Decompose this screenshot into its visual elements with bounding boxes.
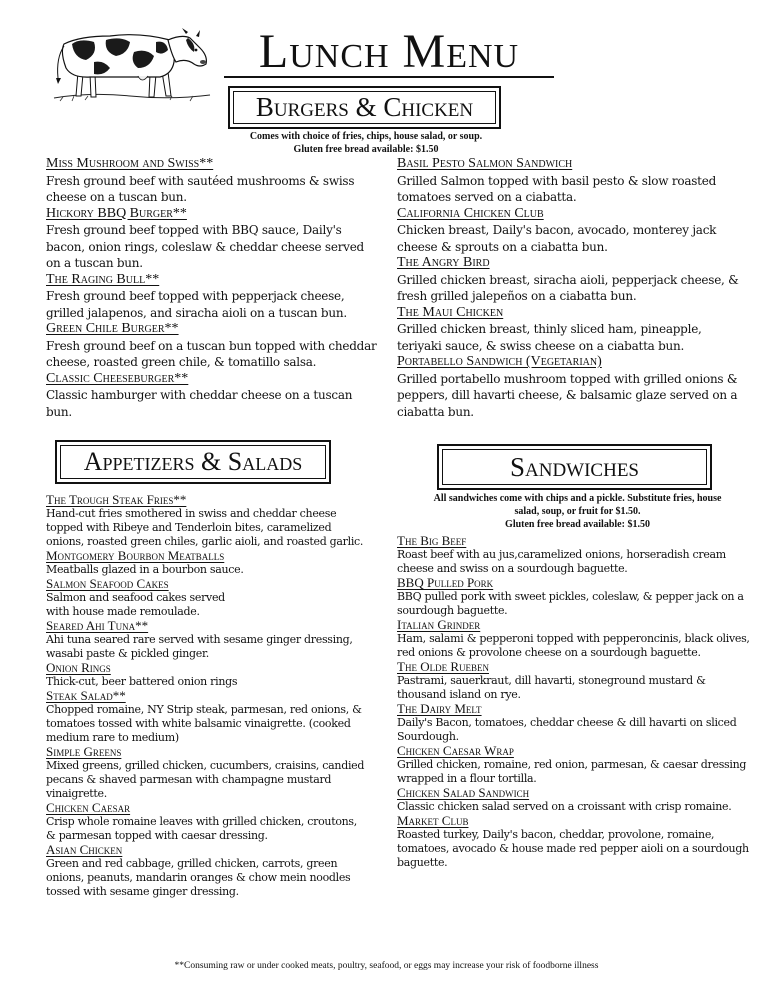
list-item bbox=[46, 549, 368, 577]
menu-item-name: Montgomery Bourbon Meatballs bbox=[46, 548, 225, 563]
menu-item-name: Simple Greens bbox=[46, 744, 122, 759]
list-item bbox=[46, 843, 368, 899]
menu-item-description: Grilled chicken breast, siracha aioli, pepperjack cheese, & fresh grilled jalepeños on a ciabatta bun. bbox=[397, 272, 739, 303]
menu-item-name: The Olde Rueben bbox=[397, 659, 489, 674]
menu-item-description: Chopped romaine, NY Strip steak, parmesan, red onions, & tomatoes tossed with white balsamic vinaigrette. (cooked medium rare to medium) bbox=[46, 703, 362, 744]
list-item bbox=[397, 702, 753, 744]
sandwiches-note-line-3: Gluten free bread available: $1.50 bbox=[505, 519, 650, 530]
appetizers-heading-box bbox=[55, 440, 331, 484]
list-item bbox=[397, 618, 753, 660]
list-item bbox=[46, 206, 378, 272]
sandwiches-heading-box bbox=[437, 444, 712, 490]
burgers-heading: Burgers & Chicken bbox=[233, 91, 496, 124]
list-item bbox=[46, 371, 378, 421]
menu-item-name: The Trough Steak Fries** bbox=[46, 492, 187, 507]
menu-item-description: Grilled portabello mushroom topped with grilled onions & peppers, dill havarti cheese, & balsamic glaze served on a ciabatta bun. bbox=[397, 371, 738, 419]
menu-item-name: Classic Cheeseburger** bbox=[46, 370, 189, 386]
menu-item-name: Onion Rings bbox=[46, 660, 111, 675]
sandwiches-column bbox=[397, 534, 753, 870]
menu-item-name: The Maui Chicken bbox=[397, 304, 504, 320]
cow-illustration-icon bbox=[50, 22, 215, 104]
page-title: Lunch Menu bbox=[258, 25, 520, 78]
list-item bbox=[397, 576, 753, 618]
list-item bbox=[46, 689, 368, 745]
appetizers-column bbox=[46, 493, 368, 899]
list-item bbox=[46, 577, 368, 619]
burgers-note-line-1: Comes with choice of fries, chips, house salad, or soup. bbox=[249, 131, 483, 142]
menu-item-name: Steak Salad** bbox=[46, 688, 126, 703]
appetizers-heading: Appetizers & Salads bbox=[60, 445, 326, 479]
menu-item-name: BBQ Pulled Pork bbox=[397, 575, 494, 590]
menu-item-description: Grilled chicken breast, thinly sliced ham, pineapple, teriyaki sauce, & swiss cheese on a ciabatta bun. bbox=[397, 322, 702, 353]
burgers-note bbox=[200, 130, 532, 156]
menu-item-name: Chicken Caesar Wrap bbox=[397, 743, 514, 758]
menu-item-name: Green Chile Burger** bbox=[46, 321, 179, 336]
sandwiches-note-line-1: All sandwiches come with chips and a pickle. Substitute fries, house bbox=[433, 493, 722, 504]
menu-item-name: Asian Chicken bbox=[46, 842, 123, 857]
menu-item-description: Classic chicken salad served on a croissant with crisp romaine. bbox=[397, 800, 732, 813]
list-item bbox=[46, 156, 378, 206]
menu-item-description: Ahi tuna seared rare served with sesame ginger dressing, wasabi paste & pickled ginger. bbox=[46, 633, 353, 660]
menu-item-description: Grilled chicken, romaine, red onion, parmesan, & caesar dressing wrapped in a flour tortilla. bbox=[397, 758, 747, 785]
menu-item-description: Fresh ground beef with sautéed mushrooms & swiss cheese on a tuscan bun. bbox=[46, 173, 355, 204]
menu-item-description: Grilled Salmon topped with basil pesto & slow roasted tomatoes served on a ciabatta. bbox=[397, 173, 716, 204]
menu-item-description: Daily's Bacon, tomatoes, cheddar cheese & dill havarti on sliced Sourdough. bbox=[397, 716, 737, 743]
list-item bbox=[46, 745, 368, 801]
title-rule bbox=[224, 76, 554, 78]
menu-item-name: Basil Pesto Salmon Sandwich bbox=[397, 156, 573, 171]
menu-item-description: Fresh ground beef on a tuscan bun topped with cheddar cheese, roasted green chile, & tomatillo salsa. bbox=[46, 338, 377, 369]
list-item bbox=[397, 744, 753, 786]
list-item bbox=[46, 661, 368, 689]
menu-item-description: BBQ pulled pork with sweet pickles, coleslaw, & pepper jack on a sourdough baguette. bbox=[397, 590, 744, 617]
menu-item-name: Chicken Caesar bbox=[46, 800, 131, 815]
list-item bbox=[397, 660, 753, 702]
menu-item-description: Roast beef with au jus,caramelized onions, horseradish cream cheese and swiss on a sourdough baguette. bbox=[397, 548, 726, 575]
list-item bbox=[397, 206, 749, 256]
burgers-left-column bbox=[46, 156, 378, 420]
sandwiches-note-line-2: salad, soup, or fruit for $1.50. bbox=[514, 506, 641, 517]
list-item bbox=[397, 814, 753, 870]
list-item bbox=[397, 305, 749, 355]
menu-item-description: Crisp whole romaine leaves with grilled chicken, croutons, & parmesan topped with caesar dressing. bbox=[46, 815, 357, 842]
list-item bbox=[397, 786, 753, 814]
list-item bbox=[46, 493, 368, 549]
menu-item-description: Mixed greens, grilled chicken, cucumbers, craisins, candied pecans & shaved parmesan with champagne mustard vinaigrette. bbox=[46, 759, 365, 800]
menu-item-name: Market Club bbox=[397, 813, 469, 828]
menu-item-description: Fresh ground beef topped with BBQ sauce, Daily's bacon, onion rings, coleslaw & cheddar cheese served on a tuscan bun. bbox=[46, 223, 364, 270]
menu-item-name: Chicken Salad Sandwich bbox=[397, 785, 530, 800]
burgers-note-line-2: Gluten free bread available: $1.50 bbox=[293, 144, 439, 155]
menu-item-name: Salmon Seafood Cakes bbox=[46, 576, 169, 591]
list-item bbox=[46, 801, 368, 843]
menu-item-name: Miss Mushroom and Swiss** bbox=[46, 156, 214, 171]
menu-item-description: Meatballs glazed in a bourbon sauce. bbox=[46, 563, 244, 576]
menu-item-description: Ham, salami & pepperoni topped with pepperoncinis, black olives, red onions & provolone cheese on a sourdough baguette. bbox=[397, 632, 750, 659]
list-item bbox=[397, 156, 749, 206]
list-item bbox=[397, 534, 753, 576]
menu-item-name: California Chicken Club bbox=[397, 205, 544, 221]
foodborne-illness-disclaimer: **Consuming raw or under cooked meats, poultry, seafood, or eggs may increase your risk of foodborne illness bbox=[174, 961, 599, 971]
sandwiches-heading: Sandwiches bbox=[442, 449, 707, 485]
list-item bbox=[397, 354, 749, 420]
menu-item-name: Hickory BBQ Burger** bbox=[46, 205, 187, 221]
menu-item-name: Italian Grinder bbox=[397, 617, 481, 632]
menu-item-name: The Angry Bird bbox=[397, 255, 490, 270]
menu-item-name: Seared Ahi Tuna** bbox=[46, 618, 149, 633]
list-item bbox=[46, 619, 368, 661]
menu-item-description: Hand-cut fries smothered in swiss and cheddar cheese topped with Ribeye and Tenderloin bites, caramelized onions, roasted green chiles, garlic aioli, and roasted garlic. bbox=[46, 507, 364, 548]
menu-item-description: Thick-cut, beer battered onion rings bbox=[46, 675, 238, 688]
menu-item-name: The Dairy Melt bbox=[397, 701, 482, 716]
menu-item-description: Salmon and seafood cakes served with house made remoulade. bbox=[46, 591, 225, 618]
menu-item-description: Roasted turkey, Daily's bacon, cheddar, provolone, romaine, tomatoes, avocado & house made red pepper aioli on a sourdough baguette. bbox=[397, 828, 749, 869]
menu-item-name: Portabello Sandwich (Vegetarian) bbox=[397, 354, 602, 369]
menu-item-description: Classic hamburger with cheddar cheese on a tuscan bun. bbox=[46, 388, 353, 419]
menu-item-description: Green and red cabbage, grilled chicken, carrots, green onions, peanuts, mandarin oranges & chow mein noodles tossed with sesame ginger dressing. bbox=[46, 857, 351, 898]
burgers-heading-box bbox=[228, 86, 501, 129]
menu-item-description: Chicken breast, Daily's bacon, avocado, monterey jack cheese & sprouts on a ciabatta bun. bbox=[397, 223, 717, 254]
menu-item-name: The Big Beef bbox=[397, 533, 467, 548]
list-item bbox=[397, 255, 749, 305]
menu-item-description: Pastrami, sauerkraut, dill havarti, stoneground mustard & thousand island on rye. bbox=[397, 674, 706, 701]
menu-item-name: The Raging Bull** bbox=[46, 271, 160, 287]
sandwiches-note bbox=[405, 492, 750, 531]
list-item bbox=[46, 321, 378, 371]
burgers-right-column bbox=[397, 156, 749, 420]
menu-item-description: Fresh ground beef topped with pepperjack cheese, grilled jalapenos, and siracha aioli on a tuscan bun. bbox=[46, 289, 347, 320]
list-item bbox=[46, 272, 378, 322]
